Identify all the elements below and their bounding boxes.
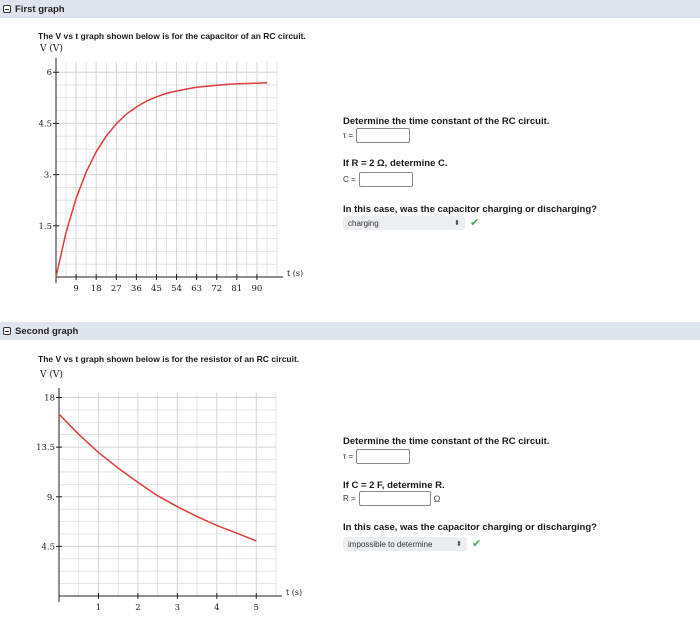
- x-tick-label: 4: [214, 603, 220, 613]
- c-label: C =: [343, 175, 356, 184]
- y-tick-label: 1.5: [38, 221, 52, 232]
- ohm-unit: Ω: [433, 493, 441, 504]
- graph2-r-input[interactable]: [359, 491, 431, 506]
- graph2-time-constant-question: Determine the time constant of the RC circuit.: [343, 436, 550, 447]
- graph2-charging-select-row: [343, 537, 481, 551]
- y-tick-label: 4.5: [38, 119, 52, 130]
- updown-icon: ⬍: [454, 219, 460, 227]
- graph1-c-input[interactable]: [359, 172, 413, 187]
- graph1-time-constant-question: Determine the time constant of the RC circuit.: [343, 116, 550, 127]
- r-label: R =: [343, 494, 356, 503]
- graph2-tau-input[interactable]: [356, 449, 410, 464]
- graph2-resistance-question: If C = 2 F, determine R.: [343, 480, 445, 491]
- x-tick-label: 9: [73, 284, 79, 294]
- y-tick-label: 3.: [43, 170, 52, 181]
- section-title: Second graph: [15, 325, 79, 337]
- x-tick-label: 36: [130, 284, 142, 294]
- x-tick-label: 54: [171, 284, 182, 294]
- x-axis-label: t (s): [287, 269, 304, 278]
- x-tick-label: 27: [110, 284, 122, 294]
- x-tick-label: 18: [90, 284, 102, 294]
- graph2-r-row: [343, 491, 440, 506]
- x-tick-label: 72: [211, 284, 223, 294]
- x-tick-label: 81: [231, 284, 243, 294]
- y-tick-label: 9.: [46, 492, 55, 503]
- y-tick-label: 13.5: [36, 443, 55, 454]
- x-axis-label: t (s): [286, 588, 303, 597]
- graph1-c-row: [343, 172, 413, 187]
- tau-label: τ =: [343, 452, 354, 461]
- x-tick-label: 2: [135, 603, 141, 613]
- collapse-icon[interactable]: [3, 327, 11, 335]
- graph2-tau-row: [343, 449, 410, 464]
- graph1-y-axis-label: V (V): [40, 44, 63, 54]
- second-graph-header[interactable]: [0, 322, 700, 340]
- graph1-charging-select[interactable]: [343, 216, 465, 230]
- selected-option: impossible to determine: [348, 539, 433, 549]
- graph2-charging-select[interactable]: [343, 537, 467, 551]
- x-tick-label: 1: [95, 603, 102, 613]
- graph1-tau-input[interactable]: [356, 128, 410, 143]
- y-tick-label: 6: [46, 68, 52, 79]
- graph2-charging-question: In this case, was the capacitor charging or discharging?: [343, 522, 597, 533]
- x-tick-label: 45: [151, 284, 162, 294]
- tau-label: τ =: [343, 131, 354, 140]
- updown-icon: ⬍: [456, 540, 462, 548]
- section-title: First graph: [15, 3, 65, 15]
- x-tick-label: 3: [174, 603, 181, 613]
- x-tick-label: 5: [253, 603, 259, 613]
- selected-option: charging: [348, 218, 379, 228]
- x-tick-label: 90: [251, 284, 263, 294]
- graph1-prompt: The V vs t graph shown below is for the capacitor of an RC circuit.: [38, 31, 306, 41]
- y-tick-label: 4.5: [41, 542, 55, 553]
- data-curve: [56, 83, 267, 277]
- x-tick-label: 63: [191, 284, 203, 294]
- correct-check-icon: ✔: [472, 537, 482, 550]
- graph2-prompt: The V vs t graph shown below is for the resistor of an RC circuit.: [38, 354, 300, 364]
- graph1-charging-question: In this case, was the capacitor charging or discharging?: [343, 204, 597, 215]
- correct-check-icon: ✔: [470, 216, 480, 229]
- graph2-y-axis-label: V (V): [40, 370, 63, 380]
- graph1-tau-row: [343, 128, 410, 143]
- y-tick-label: 18: [44, 393, 55, 404]
- graph1-capacitance-question: If R = 2 Ω, determine C.: [343, 158, 448, 169]
- graph1-charging-select-row: [343, 216, 479, 230]
